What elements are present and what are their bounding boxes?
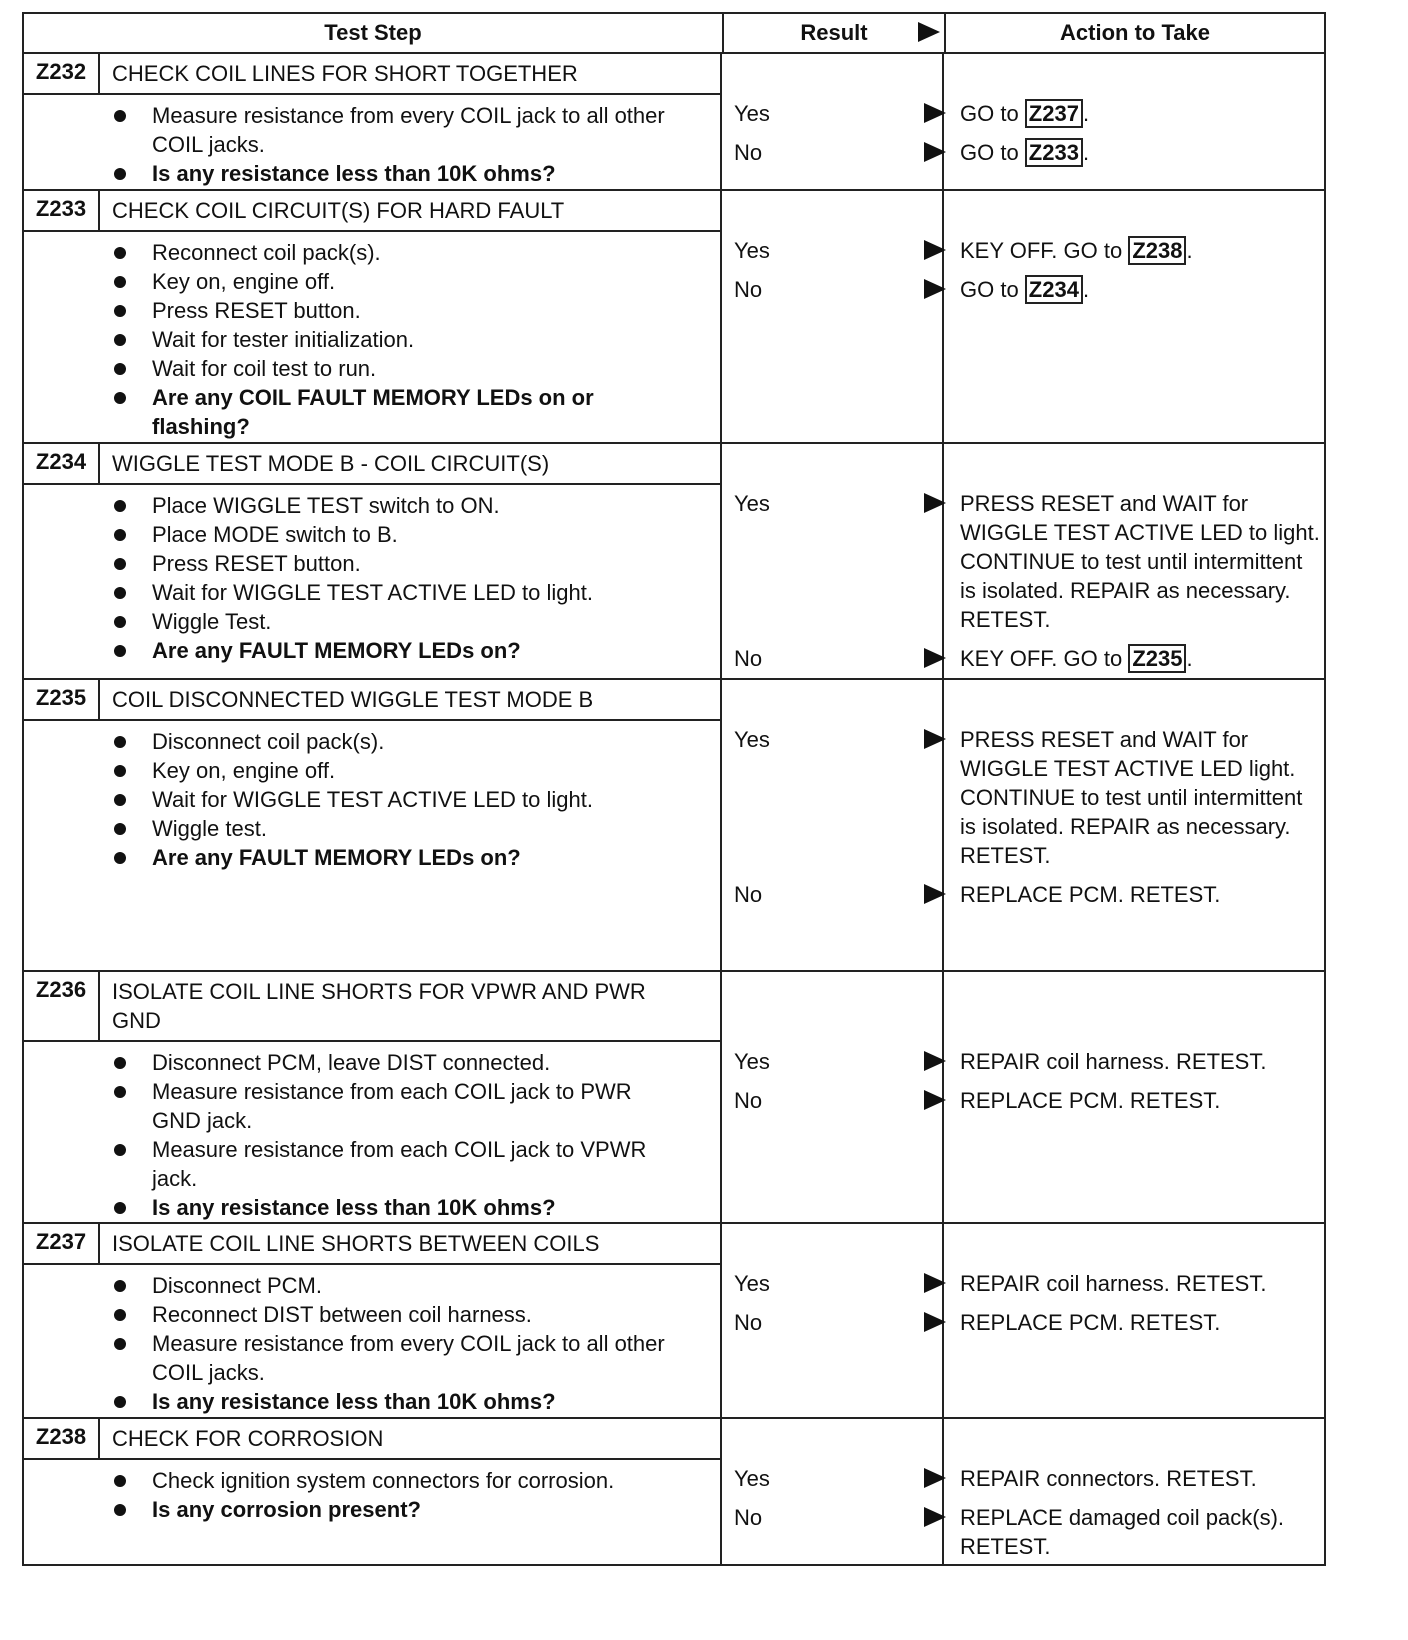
action-text (960, 1464, 1324, 1493)
step-bullets (24, 232, 720, 441)
result-row-yes (722, 236, 1324, 265)
arrow-right-icon (918, 22, 940, 42)
arrow-right-icon (924, 884, 946, 904)
goto-step-link[interactable]: Z235 (1128, 644, 1186, 673)
result-label: No (734, 646, 763, 671)
test-step-cell (24, 680, 722, 970)
result-label: Yes (734, 727, 770, 752)
step-bullets (24, 721, 720, 872)
step-bullet: Wait for coil test to run. (114, 354, 672, 383)
result-label: No (734, 1088, 763, 1113)
step-bullets (24, 1460, 720, 1524)
action-label: PRESS RESET and WAIT for WIGGLE TEST ACTIVE LED light. CONTINUE to test until intermittent is isolated. REPAIR as necessary. RETEST. (960, 727, 1303, 868)
result-row-yes (722, 489, 1324, 634)
test-step-z232 (24, 54, 1324, 191)
arrow-right-icon (924, 1312, 946, 1332)
step-title-row (24, 972, 720, 1042)
test-step-cell (24, 54, 722, 189)
step-title-row (24, 191, 720, 232)
result-label: Yes (734, 1466, 770, 1491)
step-bullets (24, 485, 720, 665)
result-row-no (722, 1086, 1324, 1115)
step-title: CHECK FOR CORROSION (112, 1426, 384, 1451)
action-label: REPAIR coil harness. RETEST. (960, 1271, 1267, 1296)
arrow-right-icon (924, 103, 946, 123)
step-bullet: Place WIGGLE TEST switch to ON. (114, 491, 672, 520)
arrow-right-icon (924, 648, 946, 668)
step-bullet: Wait for tester initialization. (114, 325, 672, 354)
test-step-cell (24, 444, 722, 678)
result-label: Yes (734, 101, 770, 126)
diagnostic-table (22, 12, 1326, 1566)
result-label: No (734, 1310, 763, 1335)
action-label: REPLACE PCM. RETEST. (960, 1088, 1221, 1113)
result-label: No (734, 277, 763, 302)
step-bullet: Press RESET button. (114, 549, 672, 578)
step-bullet: Measure resistance from each COIL jack to PWR GND jack. (114, 1077, 672, 1135)
action-text (960, 725, 1324, 870)
step-title-row (24, 1419, 720, 1460)
result-label: No (734, 882, 763, 907)
action-label: REPAIR coil harness. RETEST. (960, 1049, 1267, 1074)
step-bullet: Measure resistance from each COIL jack to VPWR jack. (114, 1135, 672, 1193)
step-bullet: Measure resistance from every COIL jack to all other COIL jacks. (114, 1329, 672, 1387)
action-text (960, 138, 1324, 167)
result-row-no (722, 644, 1324, 673)
step-bullet: Reconnect coil pack(s). (114, 238, 672, 267)
test-step-cell (24, 972, 722, 1222)
result-row-no (722, 1308, 1324, 1337)
goto-step-link[interactable]: Z237 (1025, 99, 1083, 128)
step-title: ISOLATE COIL LINE SHORTS BETWEEN COILS (112, 1231, 600, 1256)
step-title: COIL DISCONNECTED WIGGLE TEST MODE B (112, 687, 594, 712)
step-title-row (24, 444, 720, 485)
action-suffix: . (1186, 238, 1193, 263)
arrow-right-icon (924, 240, 946, 260)
step-bullet: Check ignition system connectors for corrosion. (114, 1466, 672, 1495)
action-suffix: . (1082, 140, 1090, 165)
step-bullets (24, 95, 720, 188)
action-text (960, 1047, 1324, 1076)
action-text (960, 1308, 1324, 1337)
test-step-cell (24, 191, 722, 442)
action-label: GO to (960, 277, 1025, 302)
arrow-right-icon (924, 1273, 946, 1293)
result-label: Yes (734, 238, 770, 263)
arrow-right-icon (924, 1090, 946, 1110)
action-label: GO to (960, 101, 1025, 126)
action-suffix: . (1082, 277, 1090, 302)
step-title: WIGGLE TEST MODE B - COIL CIRCUIT(S) (112, 451, 550, 476)
step-id: Z238 (24, 1419, 100, 1458)
step-title: ISOLATE COIL LINE SHORTS FOR VPWR AND PWR GND (112, 979, 646, 1033)
step-bullet: Key on, engine off. (114, 756, 672, 785)
step-bullet: Reconnect DIST between coil harness. (114, 1300, 672, 1329)
step-id: Z237 (24, 1224, 100, 1263)
action-label: REPLACE PCM. RETEST. (960, 882, 1221, 907)
result-label: Yes (734, 491, 770, 516)
step-bullet: Press RESET button. (114, 296, 672, 325)
test-step-z235 (24, 680, 1324, 972)
step-id: Z234 (24, 444, 100, 483)
step-bullet: Is any resistance less than 10K ohms? (114, 1387, 672, 1416)
step-bullet: Measure resistance from every COIL jack to all other COIL jacks. (114, 101, 672, 159)
action-text (960, 99, 1324, 128)
test-step-z233 (24, 191, 1324, 444)
result-row-no (722, 1503, 1324, 1561)
step-bullets (24, 1265, 720, 1416)
step-bullet: Key on, engine off. (114, 267, 672, 296)
arrow-right-icon (924, 279, 946, 299)
action-label: GO to (960, 140, 1025, 165)
goto-step-link[interactable]: Z238 (1128, 236, 1186, 265)
goto-step-link[interactable]: Z233 (1025, 138, 1083, 167)
action-text (960, 1503, 1324, 1561)
step-id: Z232 (24, 54, 100, 93)
step-title-row (24, 680, 720, 721)
goto-step-link[interactable]: Z234 (1025, 275, 1083, 304)
arrow-right-icon (924, 493, 946, 513)
result-row-yes (722, 1464, 1324, 1493)
result-label: Yes (734, 1271, 770, 1296)
action-text (960, 644, 1324, 673)
result-label: No (734, 140, 763, 165)
result-row-yes (722, 99, 1324, 128)
action-label: PRESS RESET and WAIT for WIGGLE TEST ACTIVE LED to light. CONTINUE to test until intermittent is isolated. REPAIR as necessary. RETEST. (960, 491, 1320, 632)
step-bullets (24, 1042, 720, 1222)
result-label: No (734, 1505, 763, 1530)
test-step-z238 (24, 1419, 1324, 1566)
arrow-right-icon (924, 1051, 946, 1071)
arrow-right-icon (924, 142, 946, 162)
step-id: Z235 (24, 680, 100, 719)
header-test-step: Test Step (24, 14, 724, 52)
step-bullet: Place MODE switch to B. (114, 520, 672, 549)
step-bullet: Are any COIL FAULT MEMORY LEDs on or flashing? (114, 383, 672, 441)
step-bullet: Is any corrosion present? (114, 1495, 672, 1524)
step-bullet: Is any resistance less than 10K ohms? (114, 159, 672, 188)
test-step-z237 (24, 1224, 1324, 1419)
test-step-cell (24, 1224, 722, 1417)
action-suffix: . (1082, 101, 1090, 126)
step-bullet: Wait for WIGGLE TEST ACTIVE LED to light. (114, 578, 672, 607)
step-title-row (24, 1224, 720, 1265)
header-action: Action to Take (1060, 20, 1210, 45)
action-label: REPLACE PCM. RETEST. (960, 1310, 1221, 1335)
test-step-z234 (24, 444, 1324, 680)
arrow-right-icon (924, 1468, 946, 1488)
step-id: Z233 (24, 191, 100, 230)
step-bullet: Are any FAULT MEMORY LEDs on? (114, 636, 672, 665)
step-bullet: Wiggle Test. (114, 607, 672, 636)
test-step-z236 (24, 972, 1324, 1224)
header-result (724, 14, 946, 52)
action-text (960, 1086, 1324, 1115)
action-text (960, 236, 1324, 265)
result-row-no (722, 138, 1324, 167)
step-bullet: Wiggle test. (114, 814, 672, 843)
header-result-label: Result (800, 20, 868, 45)
step-id: Z236 (24, 972, 100, 1040)
result-row-no (722, 275, 1324, 304)
action-label: REPLACE damaged coil pack(s). RETEST. (960, 1505, 1285, 1559)
arrow-right-icon (924, 1507, 946, 1527)
action-text (960, 880, 1324, 909)
result-row-no (722, 880, 1324, 909)
action-text (960, 1269, 1324, 1298)
action-label: KEY OFF. GO to (960, 646, 1129, 671)
action-text (960, 489, 1324, 634)
step-title: CHECK COIL CIRCUIT(S) FOR HARD FAULT (112, 198, 565, 223)
action-label: REPAIR connectors. RETEST. (960, 1466, 1257, 1491)
action-label: KEY OFF. GO to (960, 238, 1129, 263)
step-title-row (24, 54, 720, 95)
step-bullet: Are any FAULT MEMORY LEDs on? (114, 843, 672, 872)
result-label: Yes (734, 1049, 770, 1074)
action-text (960, 275, 1324, 304)
step-bullet: Wait for WIGGLE TEST ACTIVE LED to light. (114, 785, 672, 814)
result-row-yes (722, 1047, 1324, 1076)
step-bullet: Disconnect PCM. (114, 1271, 672, 1300)
table-header (24, 14, 1324, 54)
step-bullet: Disconnect PCM, leave DIST connected. (114, 1048, 672, 1077)
result-cell (722, 191, 944, 442)
result-row-yes (722, 725, 1324, 870)
result-row-yes (722, 1269, 1324, 1298)
arrow-right-icon (924, 729, 946, 749)
action-suffix: . (1186, 646, 1193, 671)
test-step-cell (24, 1419, 722, 1564)
step-bullet: Disconnect coil pack(s). (114, 727, 672, 756)
step-bullet: Is any resistance less than 10K ohms? (114, 1193, 672, 1222)
step-title: CHECK COIL LINES FOR SHORT TOGETHER (112, 61, 578, 86)
